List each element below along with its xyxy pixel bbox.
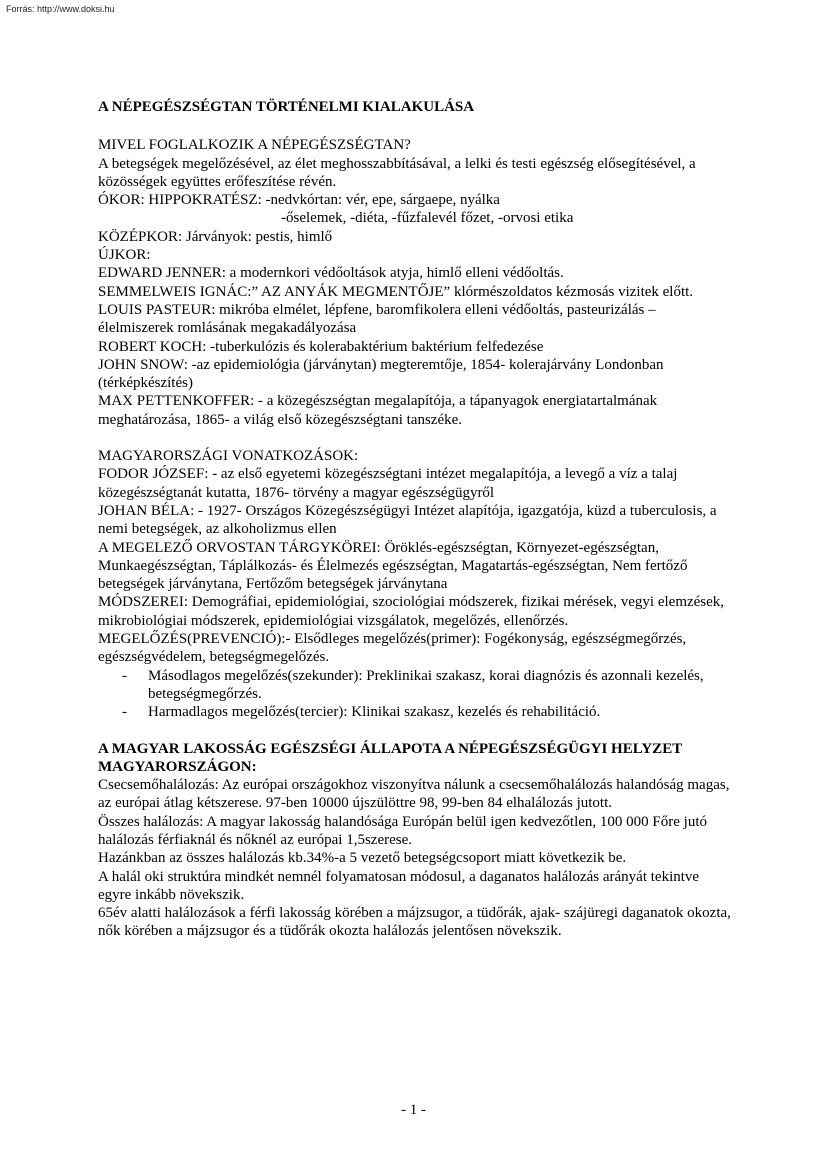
megelozes-paragraph: MEGELŐZÉS(PREVENCIÓ):- Elsődleges megelőzés(primer): Fogékonyság, egészségmegőrzés, egészségvédelem, betegségmegelőzés.	[98, 631, 687, 666]
prevention-list	[98, 667, 734, 722]
mortality-share-paragraph: Hazánkban az összes halálozás kb.34%-a 5 vezető betegségcsoport miatt következik be.	[98, 850, 627, 867]
section-heading-hungary: MAGYARORSZÁGI VONATKOZÁSOK:	[98, 448, 359, 465]
section-heading-health-status: A MAGYAR LAKOSSÁG EGÉSZSÉGI ÁLLAPOTA A NÉPEGÉSZSÉGÜGYI HELYZET MAGYARORSZÁGON:	[98, 740, 682, 775]
semmelweis-paragraph: SEMMELWEIS IGNÁC:” AZ ANYÁK MEGMENTŐJE” klórmészoldatos kézmosás vizitek előtt.	[98, 283, 694, 300]
jenner-paragraph: EDWARD JENNER: a modernkori védőoltások atyja, himlő elleni védőoltás.	[98, 265, 564, 282]
koch-paragraph: ROBERT KOCH: -tuberkulózis és kolerabaktérium baktérium felfedezése	[98, 338, 544, 355]
cause-structure-paragraph: A halál oki struktúra mindkét nemnél folyamatosan módosul, a daganatos halálozás arányát tekintve egyre inkább növekszik.	[98, 868, 700, 903]
intro-paragraph: A betegségek megelőzésével, az élet meghosszabbításával, a lelki és testi egészség elősegítésével, a közösségek együttes erőfeszítése révén.	[98, 155, 696, 190]
okor-line: ÓKOR: HIPPOKRATÉSZ: -nedvkórtan: vér, epe, sárgaepe, nyálka	[98, 192, 500, 209]
document-body	[98, 98, 734, 941]
modszerei-paragraph: MÓDSZEREI: Demográfiai, epidemiológiai, szociológiai módszerek, fizikai mérések, vegyi elemzések, mikrobiológiai módszerek, epidemiológiai vizsgálatok, megelőzés, ellenőrzés.	[98, 594, 725, 629]
kozepkor-line: KÖZÉPKOR: Járványok: pestis, himlő	[98, 228, 333, 245]
source-note: Forrás: http://www.doksi.hu	[6, 4, 115, 14]
pettenkoffer-paragraph: MAX PETTENKOFFER: - a közegészségtan megalapítója, a tápanyagok energiatartalmának meghatározása, 1865- a világ első közegészségtani tanszéke.	[98, 393, 658, 428]
infant-mortality-paragraph: Csecsemőhalálozás: Az európai országokhoz viszonyítva nálunk a csecsemőhalálozás halandóság magas, az európai átlag kétszerese. 97-ben 10000 újszülöttre 98, 99-ben 84 elhalálozás jutott.	[98, 777, 730, 812]
snow-paragraph: JOHN SNOW: -az epidemiológia (járványtan) megteremtője, 1854- kolerajárvány Londonban (térképkészítés)	[98, 356, 664, 392]
total-mortality-paragraph: Összes halálozás: A magyar lakosság halandósága Európán belül igen kedvezőtlen, 100 000 Főre jutó halálozás férfiaknál és nőknél az európai 1,5szerese.	[98, 813, 708, 848]
johan-paragraph: JOHAN BÉLA: - 1927- Országos Közegészségügyi Intézet alapítója, igazgatója, küzd a tuberculosis, a nemi betegségek, az alkoholizmus ellen	[98, 502, 717, 538]
list-item: - Harmadlagos megelőzés(tercier): Klinikai szakasz, kezelés és rehabilitáció.	[98, 703, 734, 721]
under-65-paragraph: 65év alatti halálozások a férfi lakosság körében a májzsugor, a tüdőrák, ajak- szájüregi daganatok okozta, nők körében a májzsugor és a tüdőrák okozta halálozás jelentősen növekszik.	[98, 905, 731, 940]
okor-line-continued: -őselemek, -diéta, -fűzfalevél főzet, -orvosi etika	[281, 210, 574, 227]
page-number: - 1 -	[401, 1102, 426, 1118]
document-title: A NÉPEGÉSZSÉGTAN TÖRTÉNELMI KIALAKULÁSA	[98, 99, 475, 115]
targykorei-paragraph: A MEGELEZŐ ORVOSTAN TÁRGYKÖREI: Öröklés-egészségtan, Környezet-egészségtan, Munkaegészségtan, Táplálkozás- és Élelmezés egészségtan, Magatartás-egészségtan, Nem fertőző betegségek járványtana, Fertőzőm betegségek járványtana	[98, 539, 688, 593]
fodor-paragraph: FODOR JÓZSEF: - az első egyetemi közegészségtani intézet megalapítója, a levegő a víz a talaj közegészségtanát kutatta, 1876- törvény a magyar egészségügyről	[98, 466, 678, 501]
pasteur-paragraph: LOUIS PASTEUR: mikróba elmélet, lépfene, baromfikolera elleni védőoltás, pasteurizálás – élelmiszerek romlásának megakadályozása	[98, 301, 656, 337]
section-question: MIVEL FOGLALKOZIK A NÉPEGÉSZSÉGTAN?	[98, 137, 411, 154]
list-item: - Másodlagos megelőzés(szekunder): Preklinikai szakasz, korai diagnózis és azonnali kezelés, betegségmegőrzés.	[98, 667, 734, 704]
ujkor-line: ÚJKOR:	[98, 247, 151, 264]
